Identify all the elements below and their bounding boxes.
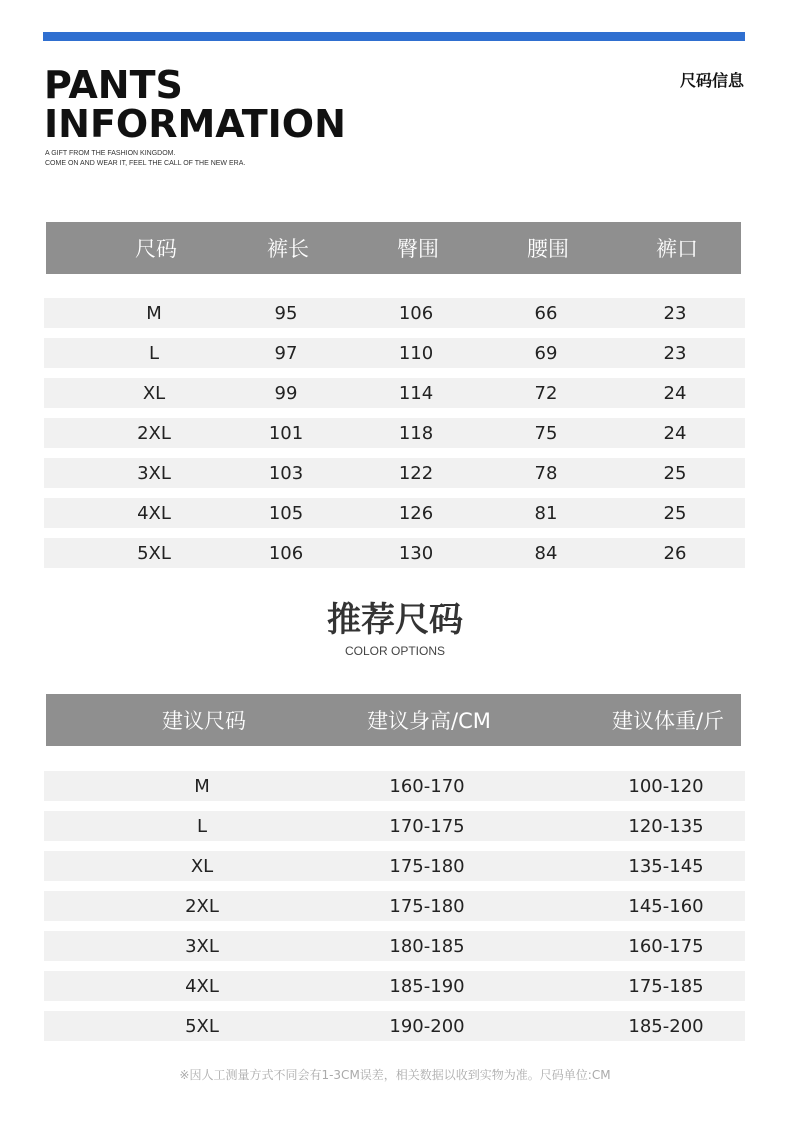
size-table-col-hem: 裤口 <box>656 237 698 261</box>
cell-hip: 122 <box>398 462 434 484</box>
cell-weight: 175-185 <box>628 975 704 997</box>
size-table-header <box>46 222 741 274</box>
cell-size: M <box>194 775 210 797</box>
cell-size: M <box>146 302 162 324</box>
cell-size: L <box>148 342 160 364</box>
corner-label: 尺码信息 <box>679 71 744 90</box>
cell-size: 2XL <box>185 895 219 917</box>
cell-hip: 130 <box>398 542 434 564</box>
cell-height: 160-170 <box>389 775 465 797</box>
recommend-col-height: 建议身高/CM <box>367 709 491 733</box>
cell-length: 97 <box>274 342 298 364</box>
cell-length: 95 <box>274 302 298 324</box>
size-table-col-hip: 臀围 <box>397 237 439 261</box>
top-accent-bar <box>43 32 745 41</box>
table-row <box>44 851 745 881</box>
cell-length: 99 <box>274 382 298 404</box>
cell-weight: 185-200 <box>628 1015 704 1037</box>
subtitle-line-2: COME ON AND WEAR IT, FEEL THE CALL OF THE NEW ERA. <box>45 160 246 167</box>
cell-weight: 160-175 <box>628 935 704 957</box>
cell-size: 3XL <box>137 462 171 484</box>
cell-size: 2XL <box>137 422 171 444</box>
cell-hem: 25 <box>663 462 687 484</box>
cell-waist: 75 <box>534 422 558 444</box>
cell-size: 5XL <box>137 542 171 564</box>
cell-hip: 106 <box>398 302 434 324</box>
table-row <box>44 1011 745 1041</box>
cell-length: 105 <box>268 502 304 524</box>
title-line-1: PANTS <box>44 63 183 107</box>
cell-waist: 84 <box>534 542 558 564</box>
table-row <box>44 378 745 408</box>
recommend-col-size: 建议尺码 <box>162 709 246 733</box>
cell-hem: 23 <box>663 302 687 324</box>
cell-waist: 69 <box>534 342 558 364</box>
title-line-2: INFORMATION <box>44 102 346 146</box>
table-row <box>44 498 745 528</box>
table-row <box>44 458 745 488</box>
cell-weight: 120-135 <box>628 815 704 837</box>
cell-hem: 25 <box>663 502 687 524</box>
cell-size: 4XL <box>137 502 171 524</box>
cell-height: 185-190 <box>389 975 465 997</box>
cell-height: 190-200 <box>389 1015 465 1037</box>
table-row <box>44 338 745 368</box>
cell-hem: 23 <box>663 342 687 364</box>
table-row <box>44 771 745 801</box>
size-table-col-size: 尺码 <box>135 237 177 261</box>
page-title <box>44 63 346 146</box>
cell-height: 180-185 <box>389 935 465 957</box>
table-row <box>44 418 745 448</box>
cell-weight: 145-160 <box>628 895 704 917</box>
cell-hip: 114 <box>398 382 434 404</box>
recommend-subtitle: COLOR OPTIONS <box>344 644 445 658</box>
page-subtitle <box>45 149 245 169</box>
cell-length: 103 <box>268 462 304 484</box>
table-row <box>44 811 745 841</box>
cell-hem: 26 <box>663 542 687 564</box>
cell-hip: 110 <box>398 342 434 364</box>
recommend-title: 推荐尺码 <box>327 600 463 640</box>
cell-length: 106 <box>268 542 304 564</box>
cell-hip: 126 <box>398 502 434 524</box>
table-row <box>44 931 745 961</box>
table-row <box>44 891 745 921</box>
size-table-col-waist: 腰围 <box>527 237 569 261</box>
cell-height: 170-175 <box>389 815 465 837</box>
cell-size: L <box>196 815 208 837</box>
cell-size: 4XL <box>185 975 219 997</box>
cell-waist: 81 <box>534 502 558 524</box>
footnote: ※因人工测量方式不同会有1-3CM误差，相关数据以收到实物为准。尺码单位:CM <box>179 1068 611 1082</box>
subtitle-line-1: A GIFT FROM THE FASHION KINGDOM. <box>45 150 176 157</box>
cell-length: 101 <box>268 422 304 444</box>
recommend-table-header <box>46 694 741 746</box>
table-row <box>44 971 745 1001</box>
size-table-col-length: 裤长 <box>267 237 309 261</box>
cell-size: 3XL <box>185 935 219 957</box>
cell-height: 175-180 <box>389 895 465 917</box>
cell-height: 175-180 <box>389 855 465 877</box>
cell-waist: 66 <box>534 302 558 324</box>
cell-hip: 118 <box>398 422 434 444</box>
cell-hem: 24 <box>663 382 687 404</box>
cell-waist: 72 <box>534 382 558 404</box>
table-row <box>44 298 745 328</box>
cell-weight: 135-145 <box>628 855 704 877</box>
cell-hem: 24 <box>663 422 687 444</box>
cell-size: 5XL <box>185 1015 219 1037</box>
recommend-col-weight: 建议体重/斤 <box>611 709 725 733</box>
cell-size: XL <box>190 855 214 877</box>
cell-size: XL <box>142 382 166 404</box>
cell-weight: 100-120 <box>628 775 704 797</box>
table-row <box>44 538 745 568</box>
cell-waist: 78 <box>534 462 558 484</box>
